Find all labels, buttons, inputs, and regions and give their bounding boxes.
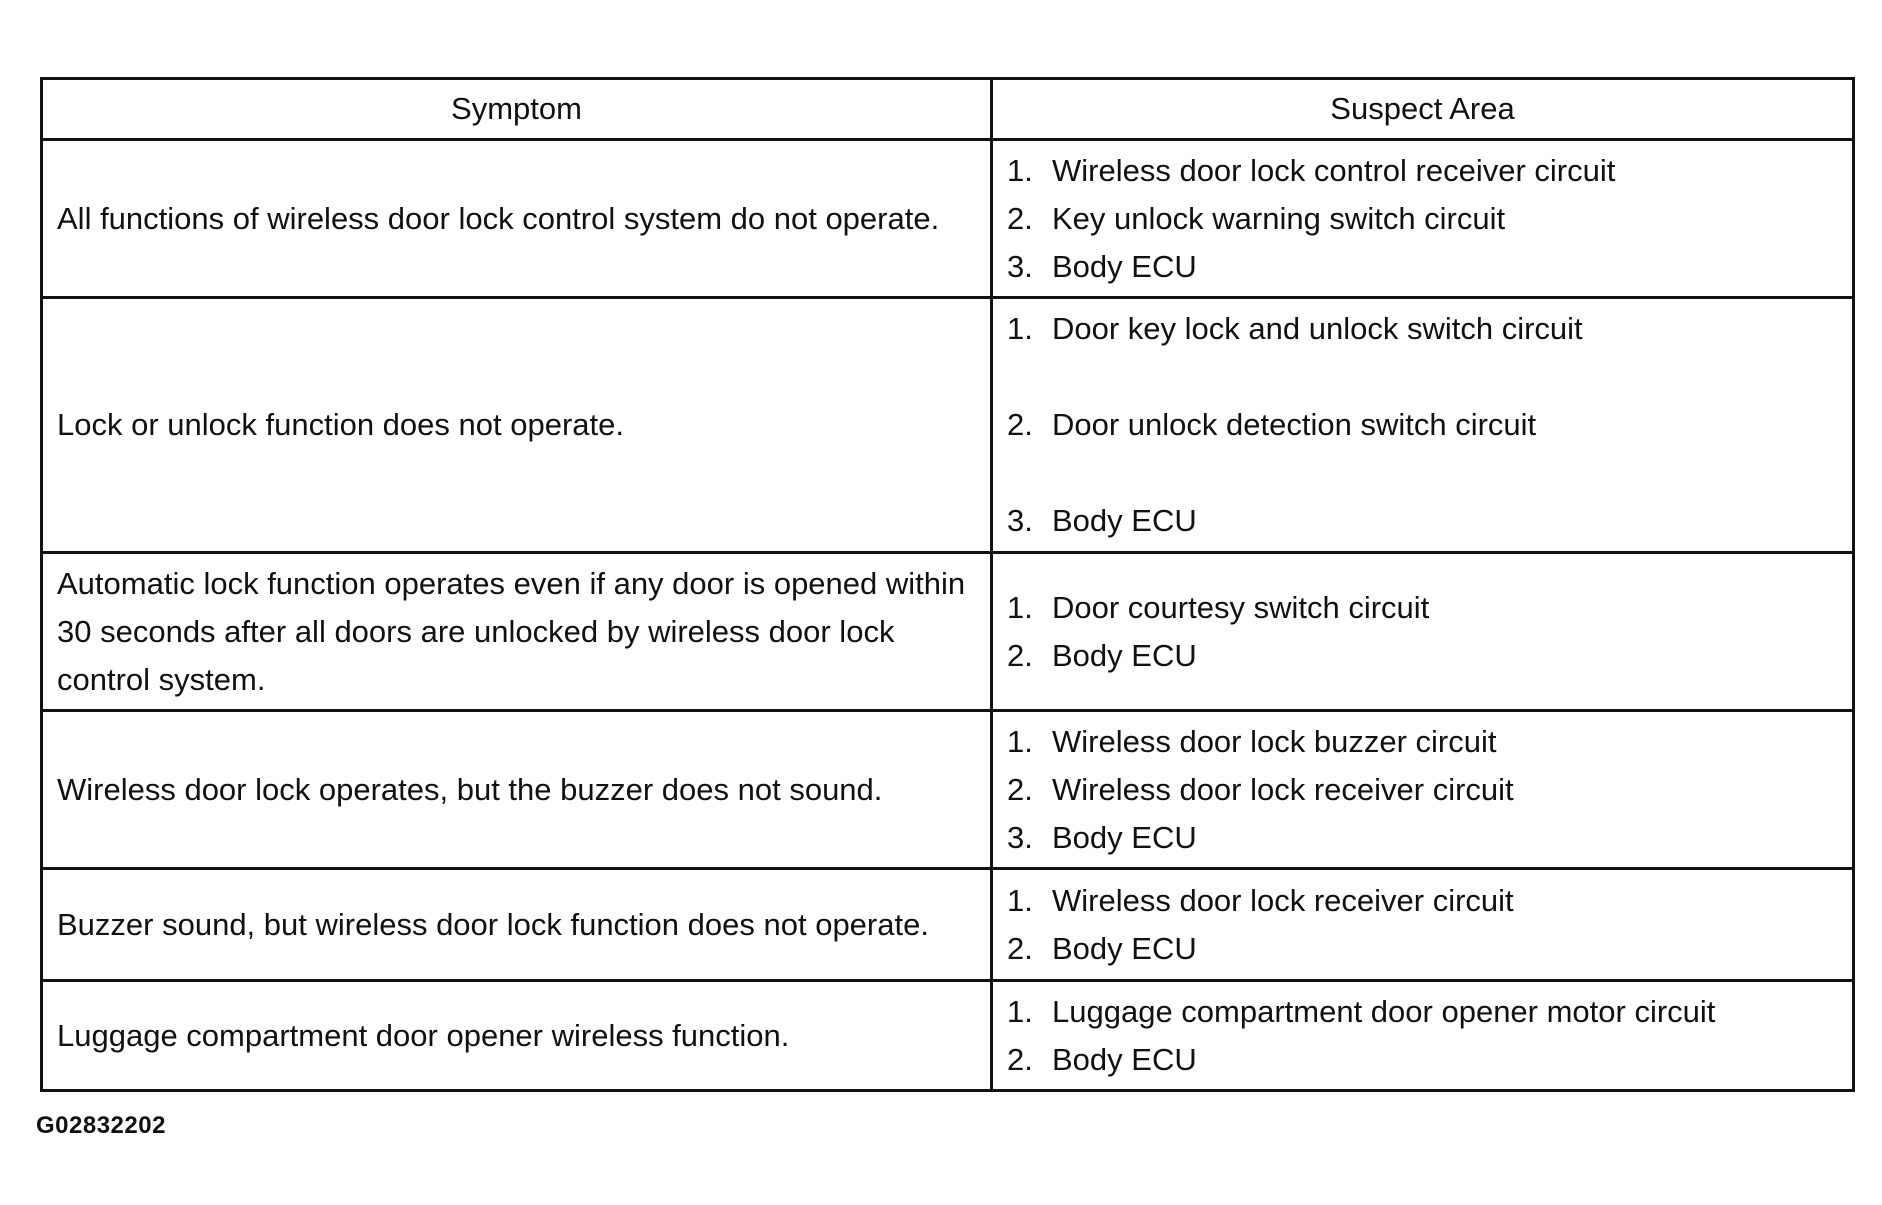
suspect-text: Wireless door lock receiver circuit <box>1052 882 1514 918</box>
suspect-item <box>1007 305 1838 353</box>
suspect-text: Door unlock detection switch circuit <box>1052 407 1537 442</box>
suspect-item <box>1007 718 1838 766</box>
suspect-item <box>1007 401 1838 449</box>
suspect-item <box>1007 877 1838 925</box>
table-row <box>42 981 1854 1091</box>
symptom-table <box>40 77 1855 1092</box>
suspect-text: Wireless door lock receiver circuit <box>1052 771 1514 807</box>
suspect-item <box>1007 243 1838 291</box>
suspect-text: Body ECU <box>1052 248 1197 284</box>
table-row <box>42 140 1854 298</box>
suspect-number: 1. <box>1007 993 1033 1029</box>
suspect-area-cell <box>992 711 1854 869</box>
suspect-text: Wireless door lock control receiver circuit <box>1052 152 1616 188</box>
suspect-list <box>1007 877 1838 973</box>
suspect-item <box>1007 584 1838 632</box>
suspect-text: Body ECU <box>1052 1041 1197 1077</box>
suspect-area-cell <box>992 869 1854 981</box>
suspect-text: Body ECU <box>1052 819 1197 855</box>
suspect-text: Body ECU <box>1052 503 1197 538</box>
suspect-number: 1. <box>1007 152 1033 188</box>
suspect-area-cell <box>992 298 1854 553</box>
suspect-number: 2. <box>1007 930 1033 966</box>
suspect-area-cell <box>992 981 1854 1091</box>
suspect-item <box>1007 766 1838 814</box>
symptom-cell: Luggage compartment door opener wireless function. <box>42 981 992 1091</box>
suspect-text: Door key lock and unlock switch circuit <box>1052 311 1583 346</box>
suspect-item <box>1007 1036 1838 1084</box>
suspect-number: 1. <box>1007 311 1033 346</box>
header-symptom: Symptom <box>42 79 992 140</box>
suspect-list <box>1007 147 1838 291</box>
symptom-cell: All functions of wireless door lock control system do not operate. <box>42 140 992 298</box>
table-row <box>42 298 1854 553</box>
symptom-cell: Lock or unlock function does not operate. <box>42 298 992 553</box>
table-header-row <box>42 79 1854 140</box>
suspect-number: 2. <box>1007 637 1033 673</box>
symptom-cell: Wireless door lock operates, but the buzzer does not sound. <box>42 711 992 869</box>
suspect-number: 3. <box>1007 248 1033 284</box>
suspect-number: 1. <box>1007 589 1033 625</box>
suspect-list <box>1007 718 1838 862</box>
suspect-item <box>1007 988 1838 1036</box>
suspect-text: Body ECU <box>1052 930 1197 966</box>
suspect-text: Body ECU <box>1052 637 1197 673</box>
suspect-number: 2. <box>1007 200 1033 236</box>
suspect-item <box>1007 147 1838 195</box>
suspect-item <box>1007 632 1838 680</box>
suspect-area-cell <box>992 140 1854 298</box>
symptom-cell: Buzzer sound, but wireless door lock function does not operate. <box>42 869 992 981</box>
suspect-text: Door courtesy switch circuit <box>1052 589 1430 625</box>
suspect-item <box>1007 925 1838 973</box>
suspect-number: 2. <box>1007 771 1033 807</box>
suspect-number: 3. <box>1007 503 1033 538</box>
table-row <box>42 869 1854 981</box>
header-suspect-area: Suspect Area <box>992 79 1854 140</box>
figure-code: G02832202 <box>36 1112 166 1139</box>
suspect-area-cell <box>992 553 1854 711</box>
suspect-text: Luggage compartment door opener motor circuit <box>1052 993 1716 1029</box>
suspect-item <box>1007 195 1838 243</box>
suspect-list <box>1007 988 1838 1084</box>
suspect-item <box>1007 814 1838 862</box>
suspect-number: 2. <box>1007 407 1033 442</box>
suspect-number: 3. <box>1007 819 1033 855</box>
suspect-text: Wireless door lock buzzer circuit <box>1052 723 1497 759</box>
suspect-item <box>1007 497 1838 545</box>
suspect-number: 1. <box>1007 723 1033 759</box>
symptom-cell: Automatic lock function operates even if any door is opened within 30 seconds after all doors are unlocked by wireless door lock control system. <box>42 553 992 711</box>
table-row <box>42 553 1854 711</box>
suspect-text: Key unlock warning switch circuit <box>1052 200 1506 236</box>
suspect-list <box>1007 305 1838 545</box>
suspect-number: 2. <box>1007 1041 1033 1077</box>
suspect-number: 1. <box>1007 882 1033 918</box>
suspect-list <box>1007 584 1838 680</box>
table-row <box>42 711 1854 869</box>
